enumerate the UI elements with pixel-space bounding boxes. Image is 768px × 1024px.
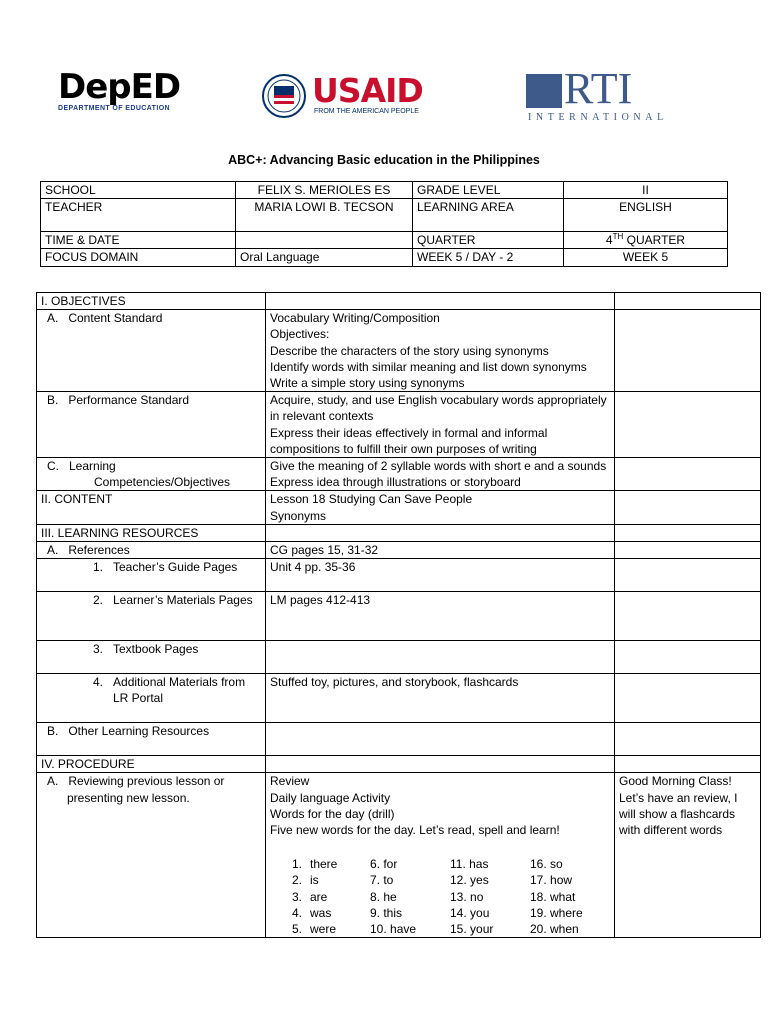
text-line: Give the meaning of 2 syllable words with short e and a sounds (270, 459, 607, 474)
word-item: 13. no (450, 889, 484, 904)
other-resources-value (266, 723, 615, 756)
table-row (41, 249, 728, 266)
empty-cell (266, 756, 615, 773)
usaid-subtitle: FROM THE AMERICAN PEOPLE (314, 108, 419, 115)
teachers-guide-value: Unit 4 pp. 35-36 (266, 559, 615, 592)
word-item: 9. this (370, 905, 403, 920)
competencies-value (266, 458, 615, 491)
references-label: A. References (37, 542, 266, 559)
table-row (37, 310, 761, 392)
word-number: 1. (292, 857, 303, 872)
word-item: 20. when (530, 922, 579, 937)
empty-cell (266, 524, 615, 541)
deped-logo (58, 67, 198, 120)
quarter-number: 4 (605, 233, 613, 248)
word-number: 4. (292, 905, 303, 920)
empty-cell (615, 491, 761, 524)
text-line: Five new words for the day. Let’s read, spell and learn! (270, 823, 560, 838)
content-heading: II. CONTENT (37, 491, 266, 524)
table-row (37, 592, 761, 641)
table-row (37, 723, 761, 756)
word-item: is (310, 873, 319, 888)
text-line: Lesson 18 Studying Can Save People (270, 492, 473, 507)
quarter-word: QUARTER (623, 233, 686, 248)
word-item: there (310, 857, 338, 872)
text-line: Vocabulary Writing/Composition (270, 311, 440, 326)
text-line: Objectives: (270, 327, 330, 342)
additional-materials-value: Stuffed toy, pictures, and storybook, flashcards (266, 674, 615, 723)
deped-wordmark: DepED (58, 67, 181, 107)
empty-cell (615, 524, 761, 541)
word-number: 5. (292, 922, 303, 937)
text-line: Express their ideas effectively in formal and informal compositions to fulfill their own purposes of writing (270, 425, 548, 456)
focus-value: Oral Language (236, 249, 413, 266)
info-table (40, 181, 728, 267)
table-row (37, 756, 761, 773)
word-item: 10. have (370, 922, 417, 937)
quarter-value (564, 232, 728, 249)
word-list (270, 856, 610, 937)
table-row (41, 182, 728, 199)
empty-cell (615, 458, 761, 491)
word-item: 18. what (530, 889, 576, 904)
word-item: 8. he (370, 889, 397, 904)
focus-label: FOCUS DOMAIN (41, 249, 236, 266)
competencies-label (37, 458, 266, 491)
teachers-guide-label: 1. Teacher’s Guide Pages (37, 559, 266, 592)
empty-cell (615, 559, 761, 592)
empty-cell (615, 392, 761, 458)
table-row (37, 491, 761, 524)
rti-logo (526, 64, 696, 126)
additional-materials-label: 4. Additional Materials from LR Portal (37, 674, 266, 723)
word-item: 11. has (450, 857, 489, 872)
rti-subtitle: INTERNATIONAL (528, 112, 668, 123)
competencies-line-1: C. Learning (47, 459, 116, 474)
deped-subtitle: DEPARTMENT OF EDUCATION (58, 105, 170, 112)
procedure-heading: IV. PROCEDURE (37, 756, 266, 773)
text-line: Synonyms (270, 508, 327, 523)
word-item: 7. to (370, 873, 394, 888)
empty-cell (615, 723, 761, 756)
empty-cell (615, 592, 761, 641)
table-row (37, 641, 761, 674)
usaid-seal-icon (262, 74, 306, 118)
rti-wordmark: RTI (564, 64, 633, 113)
text-line: Words for the day (drill) (270, 806, 395, 821)
area-value: ENGLISH (564, 199, 728, 232)
word-item: 15. your (450, 922, 494, 937)
word-item: 14. you (450, 905, 490, 920)
teacher-note: Good Morning Class! Let’s have an review, I will show a flashcards with different words (615, 773, 761, 938)
table-row (37, 293, 761, 310)
document-title: ABC+: Advancing Basic education in the Philippines (228, 153, 540, 167)
empty-cell (615, 674, 761, 723)
table-row (37, 773, 761, 938)
text-line: Acquire, study, and use English vocabulary words appropriately in relevant contexts (270, 393, 607, 424)
logo-row (0, 64, 768, 124)
text-line: Describe the characters of the story using synonyms (270, 343, 549, 358)
usaid-logo (262, 72, 432, 122)
table-row (37, 559, 761, 592)
lesson-plan-table (36, 292, 761, 938)
empty-cell (615, 310, 761, 392)
grade-label: GRADE LEVEL (413, 182, 564, 199)
table-row (41, 232, 728, 249)
week-day-value: WEEK 5 / DAY - 2 (413, 249, 564, 266)
quarter-label: QUARTER (413, 232, 564, 249)
rti-mark-icon (526, 74, 562, 108)
text-line: Daily language Activity (270, 790, 391, 805)
other-resources-label: B. Other Learning Resources (37, 723, 266, 756)
time-label: TIME & DATE (41, 232, 236, 249)
learners-materials-value: LM pages 412-413 (266, 592, 615, 641)
word-item: were (310, 922, 337, 937)
empty-cell (266, 293, 615, 310)
resources-heading: III. LEARNING RESOURCES (37, 524, 266, 541)
objectives-heading: I. OBJECTIVES (37, 293, 266, 310)
word-item: 17. how (530, 873, 573, 888)
teacher-label: TEACHER (41, 199, 236, 232)
grade-value: II (564, 182, 728, 199)
content-standard-label: A. Content Standard (37, 310, 266, 392)
table-row (37, 524, 761, 541)
performance-standard-value (266, 392, 615, 458)
week-value: WEEK 5 (564, 249, 728, 266)
school-value: FELIX S. MERIOLES ES (236, 182, 413, 199)
usaid-wordmark: USAID (312, 71, 423, 110)
text-line: Identify words with similar meaning and list down synonyms (270, 359, 587, 374)
table-row (41, 199, 728, 232)
school-label: SCHOOL (41, 182, 236, 199)
table-row (37, 674, 761, 723)
word-item: was (310, 905, 332, 920)
table-row (37, 542, 761, 559)
learners-materials-label: 2. Learner’s Materials Pages (37, 592, 266, 641)
competencies-line-2: Competencies/Objectives (94, 475, 231, 490)
review-step-label: A. Reviewing previous lesson or presenting new lesson. (37, 773, 266, 938)
content-standard-value (266, 310, 615, 392)
table-row (37, 392, 761, 458)
word-item: 19. where (530, 905, 583, 920)
table-row (37, 458, 761, 491)
word-number: 3. (292, 889, 303, 904)
text-line: Write a simple story using synonyms (270, 376, 465, 391)
text-line: Express idea through illustrations or storyboard (270, 475, 521, 490)
word-item: 16. so (530, 857, 563, 872)
word-number: 2. (292, 873, 303, 888)
textbook-value (266, 641, 615, 674)
teacher-value: MARIA LOWI B. TECSON (236, 199, 413, 232)
references-value: CG pages 15, 31-32 (266, 542, 615, 559)
content-value (266, 491, 615, 524)
textbook-label: 3. Textbook Pages (37, 641, 266, 674)
area-label: LEARNING AREA (413, 199, 564, 232)
empty-cell (615, 641, 761, 674)
performance-standard-label: B. Performance Standard (37, 392, 266, 458)
quarter-suffix: TH (612, 232, 624, 242)
empty-cell (615, 542, 761, 559)
time-value (236, 232, 413, 249)
word-item: are (310, 889, 328, 904)
word-item: 6. for (370, 857, 398, 872)
empty-cell (615, 756, 761, 773)
empty-cell (615, 293, 761, 310)
text-line: Review (270, 774, 310, 789)
word-item: 12. yes (450, 873, 489, 888)
review-step-value (266, 773, 615, 938)
